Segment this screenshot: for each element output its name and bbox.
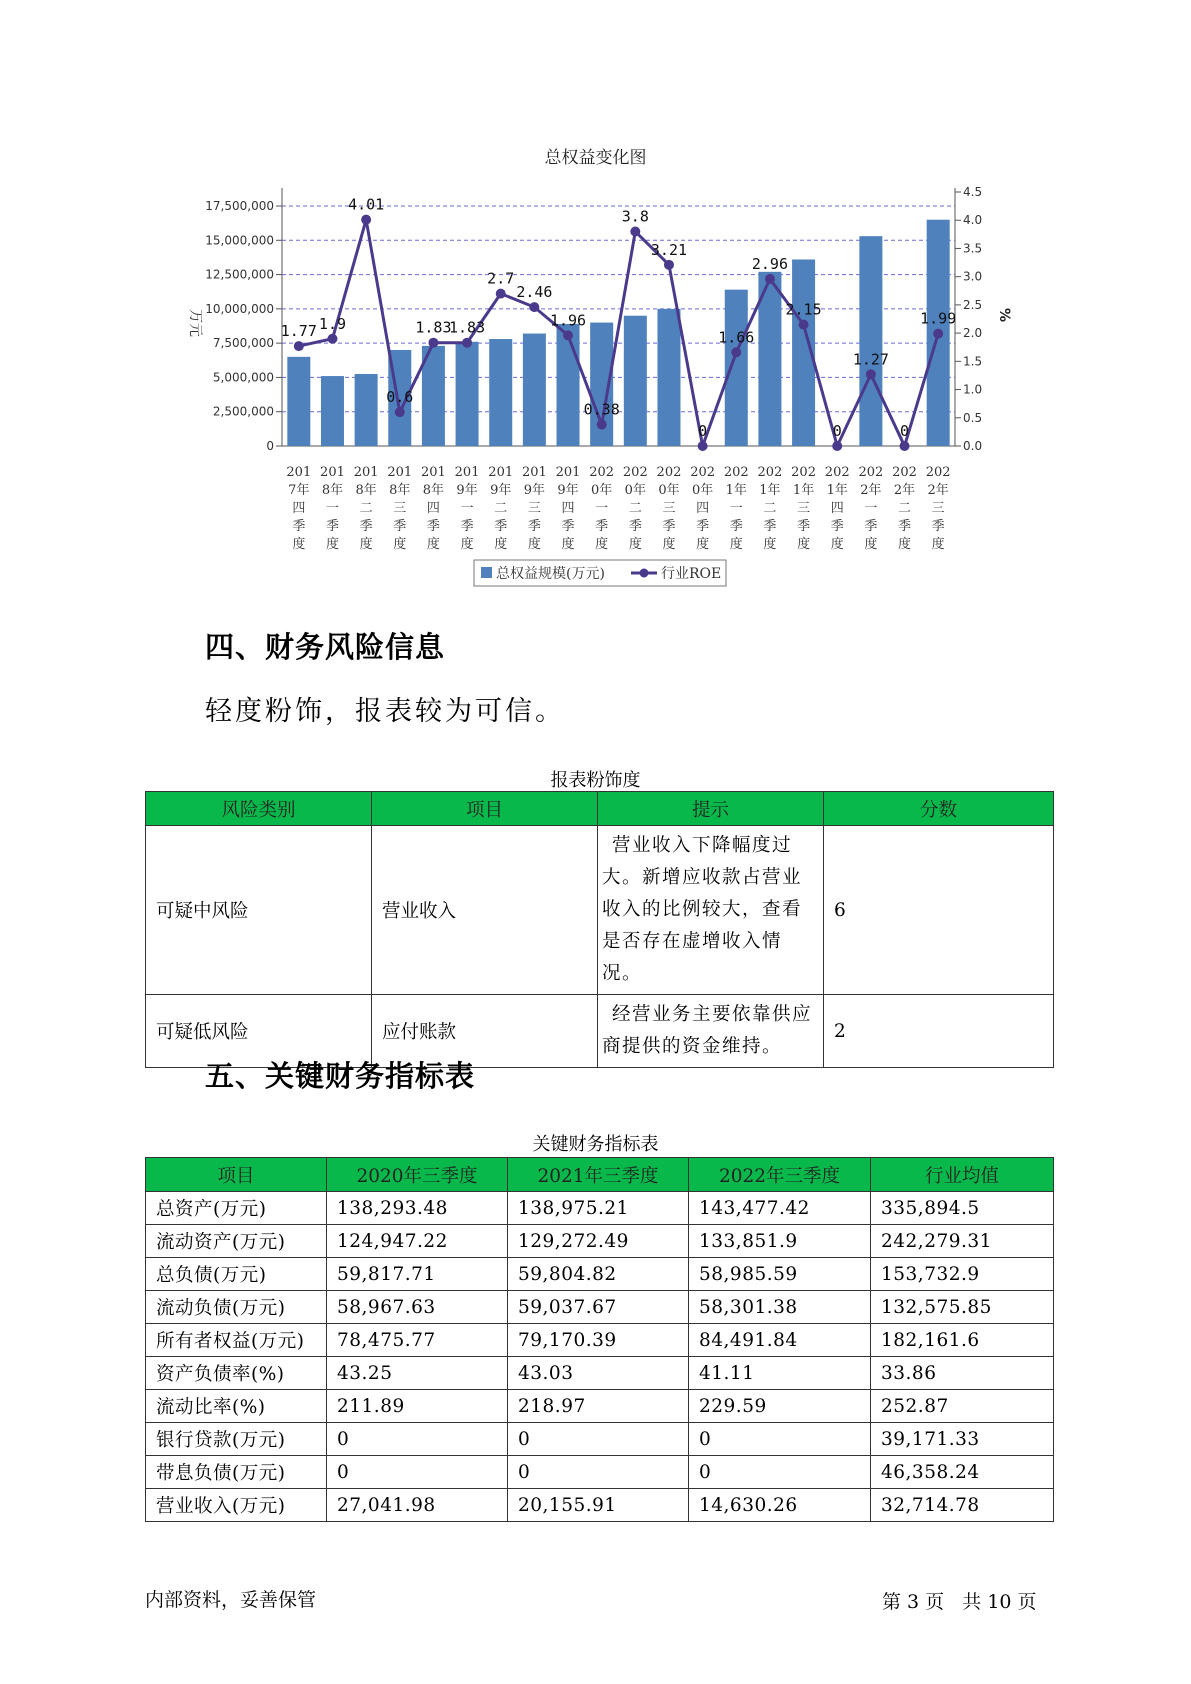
x-tick-label: 201 8年三季度	[387, 465, 413, 552]
bar	[355, 374, 378, 446]
kpi-2022q3: 58,301.38	[689, 1291, 871, 1324]
roe-data-label: 0	[698, 422, 708, 440]
kpi-label: 总资产(万元)	[146, 1192, 327, 1225]
kpi-2021q3: 43.03	[508, 1357, 689, 1390]
chart-title: 总权益变化图	[544, 148, 647, 168]
x-tick-label: 202 0年二季度	[622, 465, 648, 552]
x-tick-label: 202 2年三季度	[925, 465, 951, 552]
table-row	[146, 1192, 1054, 1225]
bar	[489, 339, 512, 446]
risk-header-score: 分数	[824, 792, 1054, 826]
right-tick-label: 4.0	[963, 213, 983, 228]
section4-title: 四、财务风险信息	[205, 630, 446, 664]
risk-table-caption: 报表粉饰度	[550, 770, 641, 791]
table-row	[146, 1489, 1054, 1522]
x-tick-label: 202 1年三季度	[791, 465, 816, 552]
roe-data-label: 1.27	[852, 350, 889, 369]
kpi-header-industry-avg: 行业均值	[871, 1158, 1054, 1192]
risk-hint: 营业收入下降幅度过大。新增应收款占营业收入的比例较大，查看是否存在虚增收入情况。	[598, 826, 824, 995]
right-tick-label: 2.0	[963, 326, 983, 341]
table-row	[146, 1390, 1054, 1423]
roe-data-label: 4.01	[348, 195, 385, 214]
right-tick-label: 0.5	[963, 410, 983, 425]
table-row	[146, 1423, 1054, 1456]
kpi-industry-avg: 182,161.6	[871, 1324, 1054, 1357]
risk-header-category: 风险类别	[146, 792, 372, 826]
roe-point	[866, 369, 876, 379]
roe-point	[765, 274, 775, 284]
x-tick-label: 201 7年四季度	[286, 465, 312, 552]
kpi-2022q3: 58,985.59	[689, 1258, 871, 1291]
roe-data-label: 3.21	[650, 240, 688, 259]
roe-point	[462, 338, 472, 348]
kpi-2020q3: 78,475.77	[327, 1324, 508, 1357]
kpi-2022q3: 84,491.84	[689, 1324, 871, 1357]
x-tick-label: 202 0年三季度	[656, 465, 682, 552]
right-tick-label: 2.5	[963, 297, 983, 312]
kpi-2022q3: 0	[689, 1423, 871, 1456]
roe-data-label: 1.96	[549, 311, 587, 330]
table-row	[146, 1357, 1054, 1390]
roe-point	[529, 302, 539, 312]
kpi-label: 资产负债率(%)	[146, 1357, 327, 1390]
roe-point	[361, 215, 371, 225]
roe-point	[933, 329, 943, 339]
table-row	[146, 1258, 1054, 1291]
x-tick-label: 201 9年三季度	[521, 465, 547, 552]
kpi-industry-avg: 335,894.5	[871, 1192, 1054, 1225]
kpi-table-caption: 关键财务指标表	[532, 1134, 659, 1155]
kpi-label: 总负债(万元)	[146, 1258, 327, 1291]
x-tick-label: 202 0年一季度	[589, 465, 615, 552]
roe-data-label: 2.96	[751, 254, 788, 273]
kpi-2021q3: 129,272.49	[508, 1225, 689, 1258]
kpi-label: 营业收入(万元)	[146, 1489, 327, 1522]
roe-data-label: 0	[900, 422, 910, 440]
risk-score: 2	[824, 995, 1054, 1068]
risk-category: 可疑中风险	[146, 826, 372, 995]
left-axis-title: 万元	[187, 309, 203, 337]
roe-point	[395, 407, 405, 417]
roe-data-label: 1.99	[920, 309, 957, 328]
kpi-2020q3: 59,817.71	[327, 1258, 508, 1291]
roe-data-label: 0.6	[386, 388, 414, 407]
roe-point	[563, 330, 573, 340]
roe-data-label: 1.83	[415, 318, 452, 337]
x-tick-label: 201 9年二季度	[488, 465, 514, 552]
roe-data-label: 2.46	[516, 283, 553, 302]
kpi-2020q3: 58,967.63	[327, 1291, 508, 1324]
left-tick-label: 2,500,000	[212, 404, 274, 419]
kpi-label: 流动负债(万元)	[146, 1291, 327, 1324]
left-tick-label: 0	[266, 439, 274, 453]
kpi-label: 流动比率(%)	[146, 1390, 327, 1423]
equity-chart	[0, 0, 1191, 600]
kpi-2020q3: 27,041.98	[327, 1489, 508, 1522]
kpi-2022q3: 143,477.42	[689, 1192, 871, 1225]
table-row	[146, 1291, 1054, 1324]
kpi-header-2021q3: 2021年三季度	[508, 1158, 689, 1192]
table-row	[146, 826, 1054, 995]
roe-data-label: 1.77	[280, 322, 317, 341]
kpi-industry-avg: 32,714.78	[871, 1489, 1054, 1522]
x-tick-label: 201 9年一季度	[454, 465, 480, 552]
legend-bar-swatch	[481, 567, 492, 578]
kpi-table	[145, 1157, 1054, 1522]
kpi-2020q3: 0	[327, 1456, 508, 1489]
right-tick-label: 4.5	[963, 185, 983, 199]
roe-data-label: 0	[832, 422, 842, 440]
kpi-table-body	[146, 1192, 1054, 1522]
kpi-industry-avg: 242,279.31	[871, 1225, 1054, 1258]
roe-data-label: 2.15	[785, 300, 822, 319]
risk-table	[145, 791, 1054, 1068]
kpi-2020q3: 211.89	[327, 1390, 508, 1423]
footer-confidential: 内部资料，妥善保管	[145, 1589, 317, 1611]
section5-title: 五、关键财务指标表	[205, 1059, 476, 1093]
kpi-2022q3: 133,851.9	[689, 1225, 871, 1258]
kpi-industry-avg: 46,358.24	[871, 1456, 1054, 1489]
bar	[657, 309, 680, 446]
kpi-label: 银行贷款(万元)	[146, 1423, 327, 1456]
kpi-2022q3: 0	[689, 1456, 871, 1489]
right-tick-label: 3.0	[963, 269, 983, 284]
kpi-2021q3: 218.97	[508, 1390, 689, 1423]
table-row	[146, 1456, 1054, 1489]
kpi-label: 所有者权益(万元)	[146, 1324, 327, 1357]
roe-data-label: 1.83	[449, 318, 486, 337]
bar	[557, 324, 580, 446]
risk-table-header	[146, 792, 1054, 826]
right-axis-title: %	[996, 307, 1012, 323]
right-tick-label: 1.0	[963, 382, 983, 397]
kpi-table-header	[146, 1158, 1054, 1192]
kpi-header-2020q3: 2020年三季度	[327, 1158, 508, 1192]
roe-data-label: 3.8	[621, 207, 649, 226]
roe-point	[664, 260, 674, 270]
x-tick-label: 202 1年一季度	[723, 465, 749, 552]
kpi-2021q3: 0	[508, 1423, 689, 1456]
kpi-industry-avg: 252.87	[871, 1390, 1054, 1423]
x-tick-label: 201 8年一季度	[320, 465, 345, 552]
x-tick-label: 202 2年二季度	[892, 465, 917, 552]
roe-point	[496, 289, 506, 299]
roe-point	[900, 441, 910, 451]
x-tick-label: 202 0年四季度	[690, 465, 716, 552]
right-tick-label: 0.0	[963, 439, 983, 453]
kpi-2021q3: 79,170.39	[508, 1324, 689, 1357]
bar	[859, 236, 882, 446]
bar	[523, 334, 546, 446]
footer-page-number: 第 3 页 共 10 页	[882, 1591, 1037, 1613]
x-tick-label: 202 1年四季度	[824, 465, 850, 552]
kpi-2020q3: 124,947.22	[327, 1225, 508, 1258]
left-tick-label: 17,500,000	[205, 199, 274, 213]
roe-point	[799, 320, 809, 330]
x-tick-label: 201 8年四季度	[421, 465, 446, 552]
risk-header-item: 项目	[372, 792, 598, 826]
left-tick-label: 12,500,000	[205, 267, 274, 282]
risk-item: 营业收入	[372, 826, 598, 995]
kpi-2020q3: 0	[327, 1423, 508, 1456]
section4-summary: 轻度粉饰，报表较为可信。	[205, 696, 565, 727]
kpi-2020q3: 138,293.48	[327, 1192, 508, 1225]
table-row	[146, 1324, 1054, 1357]
kpi-header-2022q3: 2022年三季度	[689, 1158, 871, 1192]
kpi-2021q3: 59,037.67	[508, 1291, 689, 1324]
right-tick-label: 3.5	[963, 241, 983, 256]
left-tick-label: 7,500,000	[212, 336, 274, 351]
kpi-header-item: 项目	[146, 1158, 327, 1192]
legend-line-label: 行业ROE	[661, 566, 722, 582]
table-row	[146, 1225, 1054, 1258]
kpi-industry-avg: 132,575.85	[871, 1291, 1054, 1324]
x-tick-label: 202 2年一季度	[858, 465, 884, 552]
bar	[321, 376, 344, 446]
roe-point	[731, 347, 741, 357]
roe-point	[698, 441, 708, 451]
kpi-2021q3: 0	[508, 1456, 689, 1489]
roe-point	[327, 334, 337, 344]
roe-data-label: 2.7	[487, 269, 515, 288]
x-tick-label: 202 1年二季度	[757, 465, 783, 552]
kpi-2022q3: 229.59	[689, 1390, 871, 1423]
kpi-industry-avg: 153,732.9	[871, 1258, 1054, 1291]
kpi-2021q3: 59,804.82	[508, 1258, 689, 1291]
kpi-label: 带息负债(万元)	[146, 1456, 327, 1489]
bar	[624, 316, 647, 446]
roe-point	[597, 420, 607, 430]
legend-bar-label: 总权益规模(万元)	[496, 566, 605, 582]
kpi-2022q3: 41.11	[689, 1357, 871, 1390]
kpi-2020q3: 43.25	[327, 1357, 508, 1390]
right-tick-label: 1.5	[963, 354, 983, 369]
kpi-industry-avg: 39,171.33	[871, 1423, 1054, 1456]
roe-point	[832, 441, 842, 451]
roe-point	[294, 341, 304, 351]
risk-category: 可疑低风险	[146, 995, 372, 1068]
left-tick-label: 5,000,000	[212, 370, 274, 385]
roe-data-label: 1.9	[318, 314, 347, 333]
bar	[725, 290, 748, 446]
roe-data-label: 0.38	[583, 400, 620, 419]
x-tick-label: 201 9年四季度	[555, 465, 581, 552]
left-tick-label: 10,000,000	[205, 301, 274, 316]
kpi-2021q3: 20,155.91	[508, 1489, 689, 1522]
left-tick-label: 15,000,000	[205, 233, 274, 248]
kpi-label: 流动资产(万元)	[146, 1225, 327, 1258]
bar	[456, 342, 479, 446]
kpi-2022q3: 14,630.26	[689, 1489, 871, 1522]
risk-score: 6	[824, 826, 1054, 995]
bar	[287, 357, 310, 446]
kpi-industry-avg: 33.86	[871, 1357, 1054, 1390]
risk-item: 应付账款	[372, 995, 598, 1068]
roe-point	[630, 227, 640, 237]
x-tick-label: 201 8年二季度	[353, 465, 379, 552]
roe-point	[428, 338, 438, 348]
roe-data-label: 1.66	[718, 328, 755, 347]
risk-hint: 经营业务主要依靠供应商提供的资金维持。	[598, 995, 824, 1068]
legend-line-marker	[640, 569, 649, 578]
risk-header-hint: 提示	[598, 792, 824, 826]
kpi-2021q3: 138,975.21	[508, 1192, 689, 1225]
